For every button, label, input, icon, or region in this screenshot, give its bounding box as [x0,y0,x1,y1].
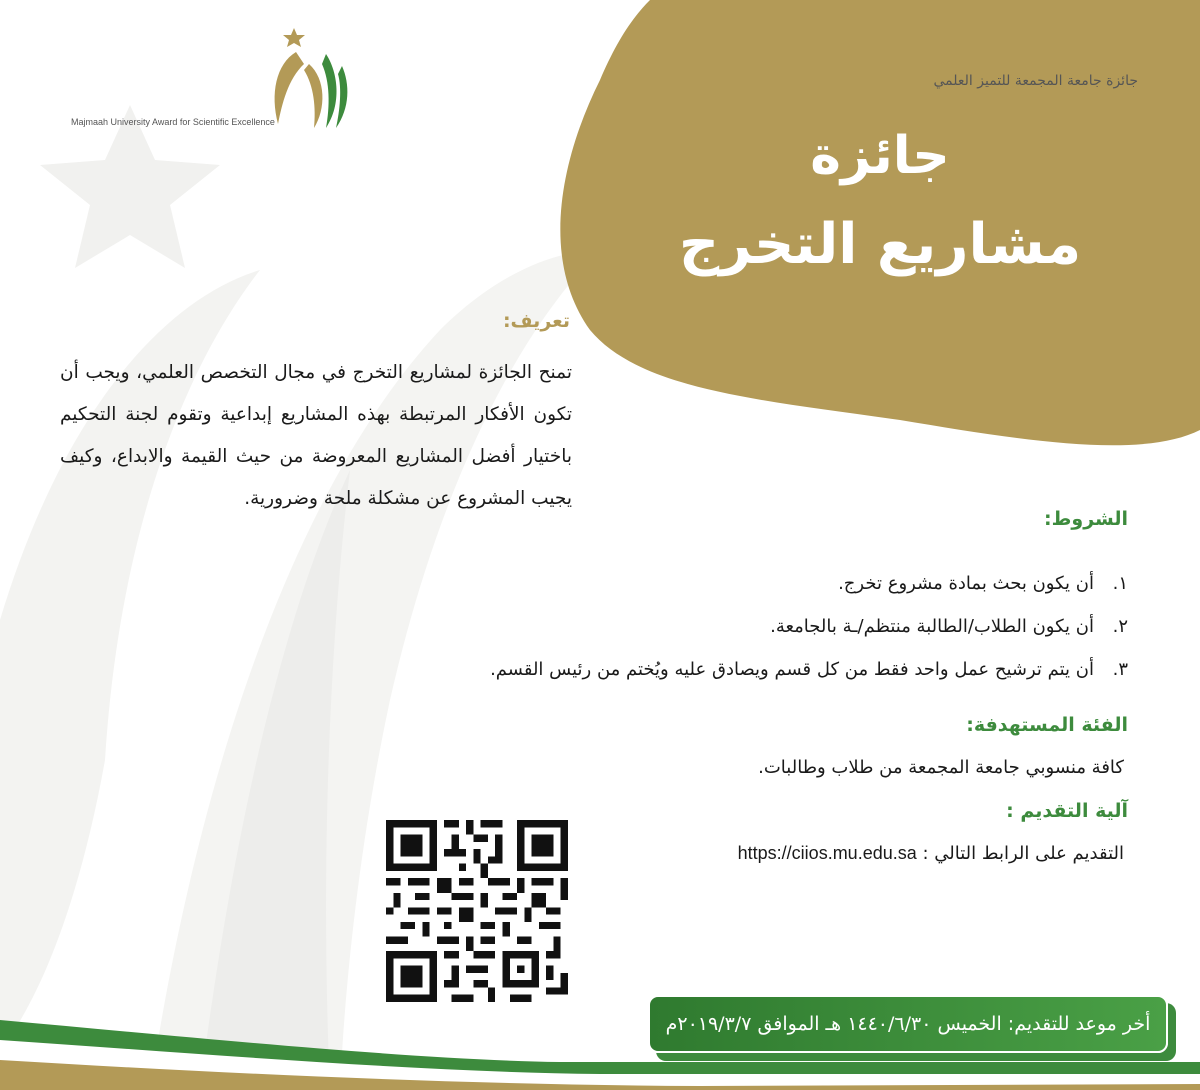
condition-item [468,605,1128,648]
target-body: كافة منسوبي جامعة المجمعة من طلاب وطالبات. [758,757,1124,778]
apply-link[interactable]: https://ciios.mu.edu.sa [737,843,917,863]
condition-item [468,648,1128,691]
qr-code-icon[interactable] [386,820,568,1002]
condition-number: ٢. [1112,616,1128,637]
condition-item [468,562,1128,605]
page-title-line-1: جائزة [810,126,950,186]
logo-english-name: Majmaah University Award for Scientific Excellence [71,117,275,127]
condition-text: أن يكون الطلاب/الطالبة منتظم/ـة بالجامعة. [770,616,1094,637]
definition-heading: تعريف: [502,310,570,332]
deadline-banner [648,995,1168,1053]
logo-arabic-name: جائزة جامعة المجمعة للتميز العلمي [933,73,1138,89]
apply-body [738,843,1124,864]
apply-text: التقديم على الرابط التالي : [922,843,1124,864]
conditions-list [468,562,1128,691]
apply-heading: آلية التقديم : [1006,800,1128,822]
definition-body: تمنح الجائزة لمشاريع التخرج في مجال التخصص العلمي، ويجب أن تكون الأفكار المرتبطة بهذه المشاريع إبداعية وتقوم لجنة التحكيم باختيار أفضل المشاريع المعروضة من حيث القيمة والابداع، وكيف يجيب المشروع عن مشكلة ملحة وضرورية. [60,362,572,509]
condition-number: ١. [1112,573,1128,594]
conditions-heading: الشروط: [1044,508,1128,530]
target-heading: الفئة المستهدفة: [966,714,1128,736]
condition-text: أن يكون بحث بمادة مشروع تخرج. [838,573,1094,594]
condition-number: ٣. [1112,659,1128,680]
condition-text: أن يتم ترشيح عمل واحد فقط من كل قسم ويصادق عليه ويُختم من رئيس القسم. [490,659,1094,680]
page-title-line-2: مشاريع التخرج [678,212,1082,277]
deadline-text: أخر موعد للتقديم: الخميس ١٤٤٠/٦/٣٠ هـ الموافق ٢٠١٩/٣/٧م [665,1013,1151,1035]
